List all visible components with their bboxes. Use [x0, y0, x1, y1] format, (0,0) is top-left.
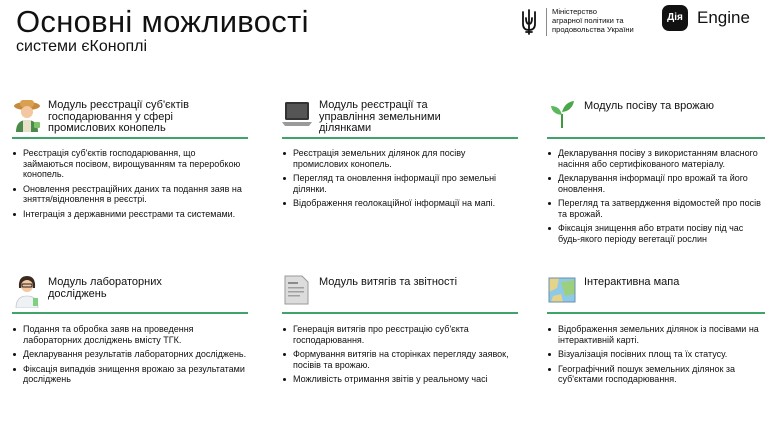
- module-divider: [547, 312, 765, 314]
- ministry-logo: [518, 6, 658, 38]
- module-land-plots: [282, 98, 518, 208]
- list-item: Географічний пошук земельних ділянок за суб'єктами господарювання.: [547, 364, 765, 385]
- list-item: Перегляд та затвердження відомостей про посів та врожай.: [547, 198, 765, 219]
- module-interactive-map: [547, 274, 765, 384]
- module-extracts-reports: [282, 274, 518, 384]
- laptop-icon: [282, 98, 312, 132]
- map-icon: [547, 274, 577, 308]
- diia-logo: Дія: [662, 5, 688, 31]
- module-title: Модуль витягів та звітності: [319, 276, 458, 288]
- list-item: Візуалізація посівних площ та їх статусу.: [547, 349, 765, 360]
- trident-icon: [518, 8, 540, 36]
- list-item: Фіксація випадків знищення врожаю за результатами досліджень: [12, 364, 248, 385]
- list-item: Реєстрація земельних ділянок для посіву промислових конопель.: [282, 148, 518, 169]
- list-item: Декларування результатів лабораторних досліджень.: [12, 349, 248, 360]
- list-item: Декларування інформації про врожай та його оновлення.: [547, 173, 765, 194]
- module-sowing-harvest: [547, 98, 765, 244]
- list-item: Декларування посіву з використанням власного насіння або сертифікованого матеріалу.: [547, 148, 765, 169]
- module-bullets: [282, 148, 518, 213]
- module-title: Інтерактивна мапа: [584, 276, 680, 288]
- farmer-icon: [12, 98, 42, 132]
- ministry-name: Міністерство аграрної політики та продовольства України: [552, 7, 634, 35]
- list-item: Інтеграція з державними реєстрами та системами.: [12, 209, 248, 220]
- sprout-icon: [547, 98, 577, 132]
- list-item: Оновлення реєстраційних даних та подання заяв на зняття/відновлення в реєстрі.: [12, 184, 248, 205]
- module-bullets: [12, 324, 248, 389]
- list-item: Генерація витягів про реєстрацію суб'єкта господарювання.: [282, 324, 518, 345]
- module-title: Модуль лабораторних досліджень: [48, 276, 162, 300]
- module-title: Модуль реєстрації та управління земельними ділянками: [319, 99, 441, 134]
- list-item: Подання та обробка заяв на проведення лабораторних досліджень вмісту ТГК.: [12, 324, 248, 345]
- list-item: Можливість отримання звітів у реальному часі: [282, 374, 518, 385]
- list-item: Реєстрація суб'єктів господарювання, що займаються посівом, вирощуванням та переробкою конопель.: [12, 148, 248, 180]
- module-bullets: [547, 324, 765, 389]
- list-item: Перегляд та оновлення інформації про земельні ділянки.: [282, 173, 518, 194]
- module-divider: [12, 312, 248, 314]
- list-item: Відображення геолокаційної інформації на мапі.: [282, 198, 518, 209]
- page-subtitle: системи єКоноплі: [16, 38, 148, 55]
- module-business-registration: [12, 98, 248, 219]
- engine-label: Engine: [697, 8, 750, 27]
- module-lab-research: [12, 274, 248, 384]
- module-divider: [282, 137, 518, 139]
- module-divider: [12, 137, 248, 139]
- list-item: Фіксація знищення або втрати посіву під час будь-якого періоду вегетації рослин: [547, 223, 765, 244]
- list-item: Відображення земельних ділянок із посівами на інтерактивній карті.: [547, 324, 765, 345]
- module-divider: [282, 312, 518, 314]
- module-bullets: [547, 148, 765, 248]
- lab-worker-icon: [12, 274, 42, 308]
- module-title: Модуль посіву та врожаю: [584, 100, 714, 112]
- module-divider: [547, 137, 765, 139]
- module-title: Модуль реєстрації суб'єктів господарювання у сфері промислових конопель: [48, 99, 189, 134]
- logo-divider: [546, 8, 547, 36]
- module-bullets: [282, 324, 518, 389]
- document-icon: [282, 274, 312, 308]
- page-title: Основні можливості: [16, 4, 309, 39]
- list-item: Формування витягів на сторінках перегляду заявок, посівів та врожаю.: [282, 349, 518, 370]
- module-bullets: [12, 148, 248, 223]
